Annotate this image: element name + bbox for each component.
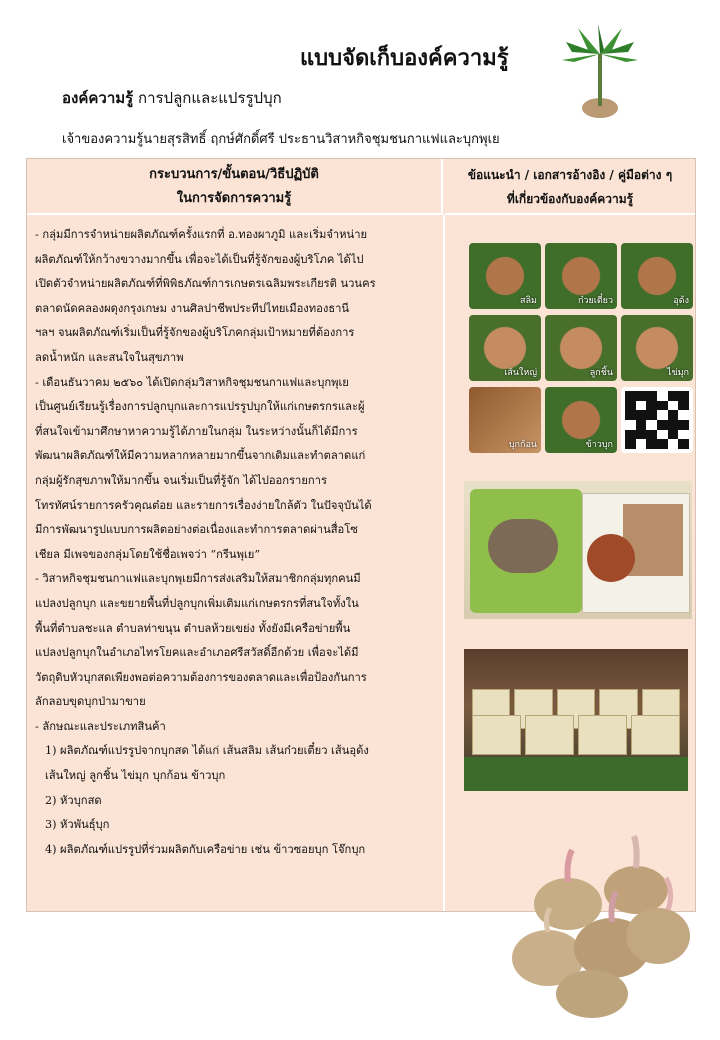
text-line: แปลงปลูกบุกในอำเภอไทรโยคและอำเภอศรีสวัสดิ์อีกด้วย เพื่อจะได้มี xyxy=(35,646,359,660)
product-item: 1) ผลิตภัณฑ์แปรรูปจากบุกสด ได้แก่ เส้นสลิม เส้นก๋วยเตี๋ยว เส้นอุด้ง xyxy=(45,744,369,758)
column-divider xyxy=(443,215,445,911)
text-line: ลดน้ำหนัก และสนใจในสุขภาพ xyxy=(35,350,184,364)
product-item: 4) ผลิตภัณฑ์แปรรูปที่ร่วมผลิตกับเครือข่าย เช่น ข้าวซอยบุก โจ๊กบุก xyxy=(45,842,366,856)
product-photo xyxy=(621,243,693,309)
text-line: แปลงปลูกบุก และขยายพื้นที่ปลูกบุกเพิ่มเติมแก่เกษตรกรที่สนใจทั้งใน xyxy=(35,596,359,610)
photo-caption: เส้นใหญ่ xyxy=(504,368,537,378)
photo-caption: สลิม xyxy=(520,296,537,306)
product-photo xyxy=(469,387,541,453)
text-line: ลักลอบขุดบุกป่ามาขาย xyxy=(35,695,146,709)
product-item: เส้นใหญ่ ลูกชิ้น ไข่มุก บุกก้อน ข้าวบุก xyxy=(45,769,226,783)
text-line: - กลุ่มมีการจำหน่ายผลิตภัณฑ์ครั้งแรกที่ อ.ทองผาภูมิ และเริ่มจำหน่าย xyxy=(35,228,368,241)
text-line: เชียล มีเพจของกลุ่มโดยใช้ชื่อเพจว่า “กรีนพุเย” xyxy=(35,547,261,561)
process-text xyxy=(35,223,437,862)
photo-caption: ลูกชิ้น xyxy=(589,368,613,378)
market-display-photo xyxy=(464,649,688,791)
left-header-line2: ในการจัดการความรู้ xyxy=(176,191,292,206)
konjac-plant-icon xyxy=(560,24,640,120)
packaged-products-photo xyxy=(464,481,692,619)
product-photo xyxy=(469,243,541,309)
text-line: มีการพัฒนารูปแบบการผลิตอย่างต่อเนื่องและทำการตลาดผ่านสื่อโซ xyxy=(35,523,358,537)
text-line: โทรทัศน์รายการครัวคุณต๋อย และรายการเรื่องง่ายใกล้ตัว ในปัจจุบันได้ xyxy=(35,498,372,512)
product-photo-grid xyxy=(469,243,695,453)
photo-caption: ข้าวบุก xyxy=(585,440,613,450)
knowledge-table xyxy=(26,158,696,912)
right-header-line1: ข้อแนะนำ / เอกสารอ้างอิง / คู่มือต่าง ๆ xyxy=(467,168,673,182)
product-item: 3) หัวพันธุ์บุก xyxy=(45,818,110,832)
topic-line xyxy=(62,86,282,110)
text-line: ตลาดนัดคลองผดุงกรุงเกษม งานศิลปาชีพประทีปไทยเมืองทองธานี xyxy=(35,301,350,315)
text-line: พัฒนาผลิตภัณฑ์ให้มีความหลากหลายมากขึ้นจากเดิมและทำตลาดแก่ xyxy=(35,449,366,463)
qr-code-icon xyxy=(621,387,693,453)
text-line: - เดือนธันวาคม ๒๕๖๐ ได้เปิดกลุ่มวิสาหกิจชุมชนกาแฟและบุกพุเย xyxy=(35,375,349,389)
text-line: ผลิตภัณฑ์ให้กว้างขวางมากขึ้น เพื่อจะได้เป็นที่รู้จักของผู้บริโภค ได้ไป xyxy=(35,252,364,266)
photo-caption: ไข่มุก xyxy=(666,368,689,378)
left-header-line1: กระบวนการ/ขั้นตอน/วิธีปฏิบัติ xyxy=(149,167,319,182)
photo-caption: อุด้ง xyxy=(673,296,689,306)
text-line: ฯลฯ จนผลิตภัณฑ์เริ่มเป็นที่รู้จักของผู้บริโภคกลุ่มเป้าหมายที่ต้องการ xyxy=(35,326,355,340)
product-photo xyxy=(469,315,541,381)
text-line: เป็นศูนย์เรียนรู้เรื่องการปลูกบุกและการแปรรูปบุกให้แก่เกษตรกรและผู้ xyxy=(35,400,365,414)
green-package-image xyxy=(470,489,582,613)
right-column-header xyxy=(445,159,695,215)
product-photo xyxy=(545,387,617,453)
product-photo xyxy=(621,315,693,381)
konjac-tubers-image xyxy=(508,832,698,1022)
text-line: พื้นที่ตำบลชะแล ตำบลท่าขนุน ตำบลห้วยเขย่ง ทั้งยังมีเครือข่ายพื้น xyxy=(35,621,351,635)
product-photo xyxy=(545,315,617,381)
text-line: - ลักษณะและประเภทสินค้า xyxy=(35,719,166,733)
page-title: แบบจัดเก็บองค์ความรู้ xyxy=(300,45,509,71)
text-line: วัตถุดิบหัวบุกสดเพียงพอต่อความต้องการของตลาดและเพื่อป้องกันการ xyxy=(35,670,367,684)
topic-value: การปลูกและแปรรูปบุก xyxy=(137,89,282,107)
text-line: - วิสาหกิจชุมชนกาแฟและบุกพุเยมีการส่งเสริมให้สมาชิกกลุ่มทุกคนมี xyxy=(35,572,361,586)
photo-caption: บุกก้อน xyxy=(508,440,537,450)
product-photo xyxy=(545,243,617,309)
topic-label: องค์ความรู้ xyxy=(62,89,134,107)
right-header-line2: ที่เกี่ยวข้องกับองค์ความรู้ xyxy=(506,192,634,206)
text-line: เปิดตัวจำหน่ายผลิตภัณฑ์ที่พิพิธภัณฑ์การเกษตรเฉลิมพระเกียรติ นวนคร xyxy=(35,277,376,291)
text-line: ที่สนใจเข้ามาศึกษาหาความรู้ได้ภายในกลุ่ม ในระหว่างนั้นก็ได้มีการ xyxy=(35,424,358,438)
text-line: กลุ่มผู้รักสุขภาพให้มากขึ้น จนเริ่มเป็นที่รู้จัก ได้ไปออกรายการ xyxy=(35,473,327,487)
product-item: 2) หัวบุกสด xyxy=(45,793,102,807)
left-column-header xyxy=(27,159,443,215)
photo-caption: ก๋วยเตี๋ยว xyxy=(577,296,613,306)
owner-line: เจ้าของความรู้นายสุรสิทธิ์ ฤกษ์ศักดิ์ศรี ประธานวิสาหกิจชุมชนกาแฟและบุกพุเย xyxy=(62,132,500,147)
white-package-image xyxy=(582,493,690,613)
